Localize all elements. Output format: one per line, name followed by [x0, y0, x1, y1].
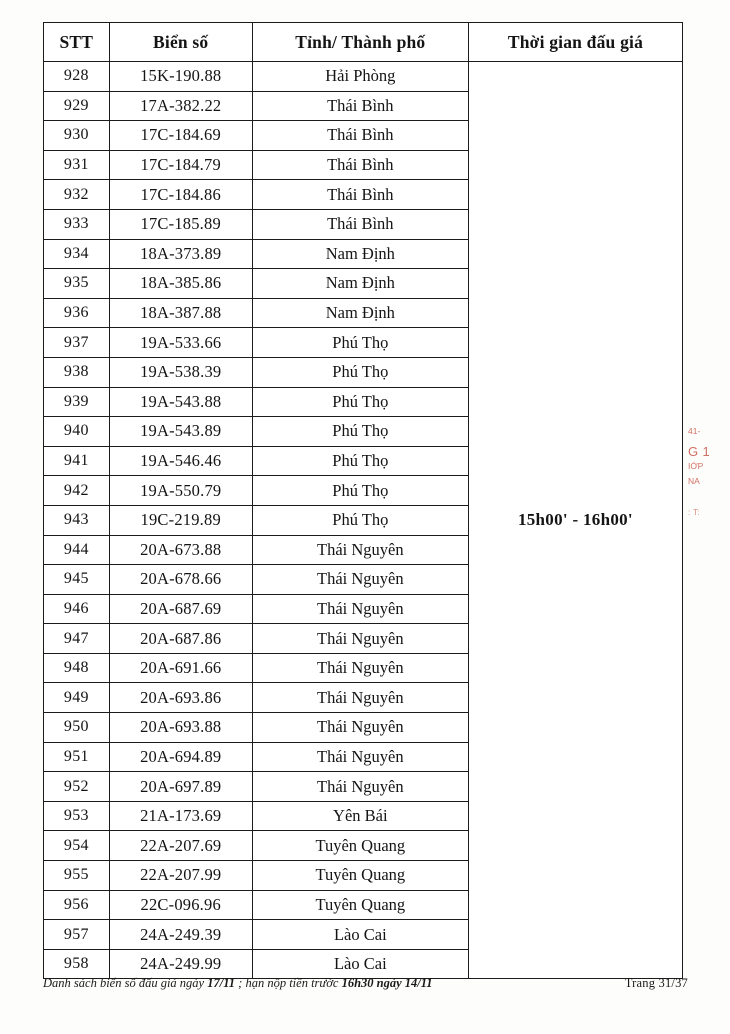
cell-stt: 951 — [44, 742, 110, 772]
cell-province: Thái Bình — [252, 91, 468, 121]
cell-plate: 22C-096.96 — [109, 890, 252, 920]
cell-province: Thái Nguyên — [252, 772, 468, 802]
cell-stt: 929 — [44, 91, 110, 121]
cell-province: Thái Nguyên — [252, 565, 468, 595]
cell-plate: 19A-543.88 — [109, 387, 252, 417]
cell-plate: 19C-219.89 — [109, 505, 252, 535]
cell-stt: 955 — [44, 861, 110, 891]
cell-province: Lào Cai — [252, 949, 468, 979]
stamp-line-1: 41- — [688, 426, 701, 436]
cell-province: Tuyên Quang — [252, 890, 468, 920]
cell-province: Thái Nguyên — [252, 713, 468, 743]
table-header — [44, 23, 683, 62]
cell-plate: 22A-207.99 — [109, 861, 252, 891]
cell-plate: 20A-687.86 — [109, 624, 252, 654]
column-header-province: Tỉnh/ Thành phố — [252, 23, 468, 62]
footer-note-date: 17/11 — [207, 976, 236, 990]
cell-province: Thái Nguyên — [252, 594, 468, 624]
cell-plate: 18A-387.88 — [109, 298, 252, 328]
page-footer — [43, 976, 688, 991]
cell-province: Thái Bình — [252, 180, 468, 210]
table-header-row — [44, 23, 683, 62]
cell-plate: 20A-693.88 — [109, 713, 252, 743]
cell-stt: 957 — [44, 920, 110, 950]
stamp-line-5: : T: — [688, 508, 701, 517]
footer-note-part2: ; hạn nộp tiền trước — [235, 976, 342, 990]
cell-province: Thái Bình — [252, 121, 468, 151]
cell-stt: 953 — [44, 801, 110, 831]
footer-note-part1: Danh sách biển số đấu giá ngày — [43, 976, 208, 990]
footer-note — [43, 976, 433, 991]
cell-province: Phú Thọ — [252, 357, 468, 387]
cell-province: Phú Thọ — [252, 328, 468, 358]
cell-plate: 17A-382.22 — [109, 91, 252, 121]
cell-plate: 15K-190.88 — [109, 62, 252, 92]
cell-stt: 956 — [44, 890, 110, 920]
stamp-mark — [688, 424, 724, 520]
cell-plate: 19A-533.66 — [109, 328, 252, 358]
cell-plate: 18A-385.86 — [109, 269, 252, 299]
cell-province: Tuyên Quang — [252, 831, 468, 861]
cell-province: Phú Thọ — [252, 387, 468, 417]
cell-province: Tuyên Quang — [252, 861, 468, 891]
cell-stt: 954 — [44, 831, 110, 861]
cell-stt: 938 — [44, 357, 110, 387]
cell-stt: 947 — [44, 624, 110, 654]
table-body — [44, 62, 683, 979]
cell-stt: 931 — [44, 150, 110, 180]
cell-province: Thái Nguyên — [252, 535, 468, 565]
cell-plate: 24A-249.39 — [109, 920, 252, 950]
cell-province: Nam Định — [252, 239, 468, 269]
cell-plate: 22A-207.69 — [109, 831, 252, 861]
cell-plate: 20A-673.88 — [109, 535, 252, 565]
cell-plate: 20A-697.89 — [109, 772, 252, 802]
stamp-line-3: IỚP — [688, 461, 704, 471]
cell-province: Thái Nguyên — [252, 624, 468, 654]
cell-province: Nam Định — [252, 298, 468, 328]
cell-stt: 933 — [44, 209, 110, 239]
cell-plate: 17C-184.86 — [109, 180, 252, 210]
cell-stt: 928 — [44, 62, 110, 92]
cell-stt: 944 — [44, 535, 110, 565]
cell-province: Hải Phòng — [252, 62, 468, 92]
cell-plate: 24A-249.99 — [109, 949, 252, 979]
column-header-time: Thời gian đấu giá — [468, 23, 682, 62]
cell-stt: 942 — [44, 476, 110, 506]
cell-plate: 19A-538.39 — [109, 357, 252, 387]
cell-plate: 19A-550.79 — [109, 476, 252, 506]
cell-plate: 17C-185.89 — [109, 209, 252, 239]
cell-stt: 952 — [44, 772, 110, 802]
cell-stt: 949 — [44, 683, 110, 713]
cell-stt: 936 — [44, 298, 110, 328]
cell-province: Yên Bái — [252, 801, 468, 831]
cell-plate: 19A-543.89 — [109, 417, 252, 447]
cell-plate: 20A-687.69 — [109, 594, 252, 624]
cell-stt: 958 — [44, 949, 110, 979]
cell-plate: 21A-173.69 — [109, 801, 252, 831]
cell-stt: 945 — [44, 565, 110, 595]
cell-plate: 20A-678.66 — [109, 565, 252, 595]
cell-province: Phú Thọ — [252, 417, 468, 447]
cell-stt: 935 — [44, 269, 110, 299]
cell-province: Thái Nguyên — [252, 653, 468, 683]
cell-stt: 932 — [44, 180, 110, 210]
cell-plate: 20A-694.89 — [109, 742, 252, 772]
cell-stt: 950 — [44, 713, 110, 743]
auction-table-container — [43, 22, 683, 979]
auction-table — [43, 22, 683, 979]
cell-plate: 19A-546.46 — [109, 446, 252, 476]
column-header-stt: STT — [44, 23, 110, 62]
cell-stt: 939 — [44, 387, 110, 417]
stamp-line-2: G 1 — [688, 444, 711, 459]
cell-province: Thái Nguyên — [252, 742, 468, 772]
stamp-line-4: NA — [688, 476, 700, 486]
cell-plate: 20A-693.86 — [109, 683, 252, 713]
cell-stt: 941 — [44, 446, 110, 476]
cell-province: Phú Thọ — [252, 505, 468, 535]
cell-province: Thái Nguyên — [252, 683, 468, 713]
page-number: Trang 31/37 — [624, 976, 688, 990]
footer-note-deadline: 16h30 ngày 14/11 — [341, 976, 433, 990]
cell-province: Thái Bình — [252, 150, 468, 180]
cell-plate: 17C-184.79 — [109, 150, 252, 180]
cell-time-slot: 15h00' - 16h00' — [468, 62, 682, 979]
cell-plate: 17C-184.69 — [109, 121, 252, 151]
cell-plate: 18A-373.89 — [109, 239, 252, 269]
table-row — [44, 62, 683, 92]
cell-stt: 948 — [44, 653, 110, 683]
cell-province: Phú Thọ — [252, 476, 468, 506]
cell-province: Nam Định — [252, 269, 468, 299]
cell-province: Phú Thọ — [252, 446, 468, 476]
cell-stt: 937 — [44, 328, 110, 358]
column-header-plate: Biển số — [109, 23, 252, 62]
cell-plate: 20A-691.66 — [109, 653, 252, 683]
cell-province: Lào Cai — [252, 920, 468, 950]
cell-stt: 943 — [44, 505, 110, 535]
cell-province: Thái Bình — [252, 209, 468, 239]
cell-stt: 934 — [44, 239, 110, 269]
cell-stt: 940 — [44, 417, 110, 447]
cell-stt: 946 — [44, 594, 110, 624]
cell-stt: 930 — [44, 121, 110, 151]
